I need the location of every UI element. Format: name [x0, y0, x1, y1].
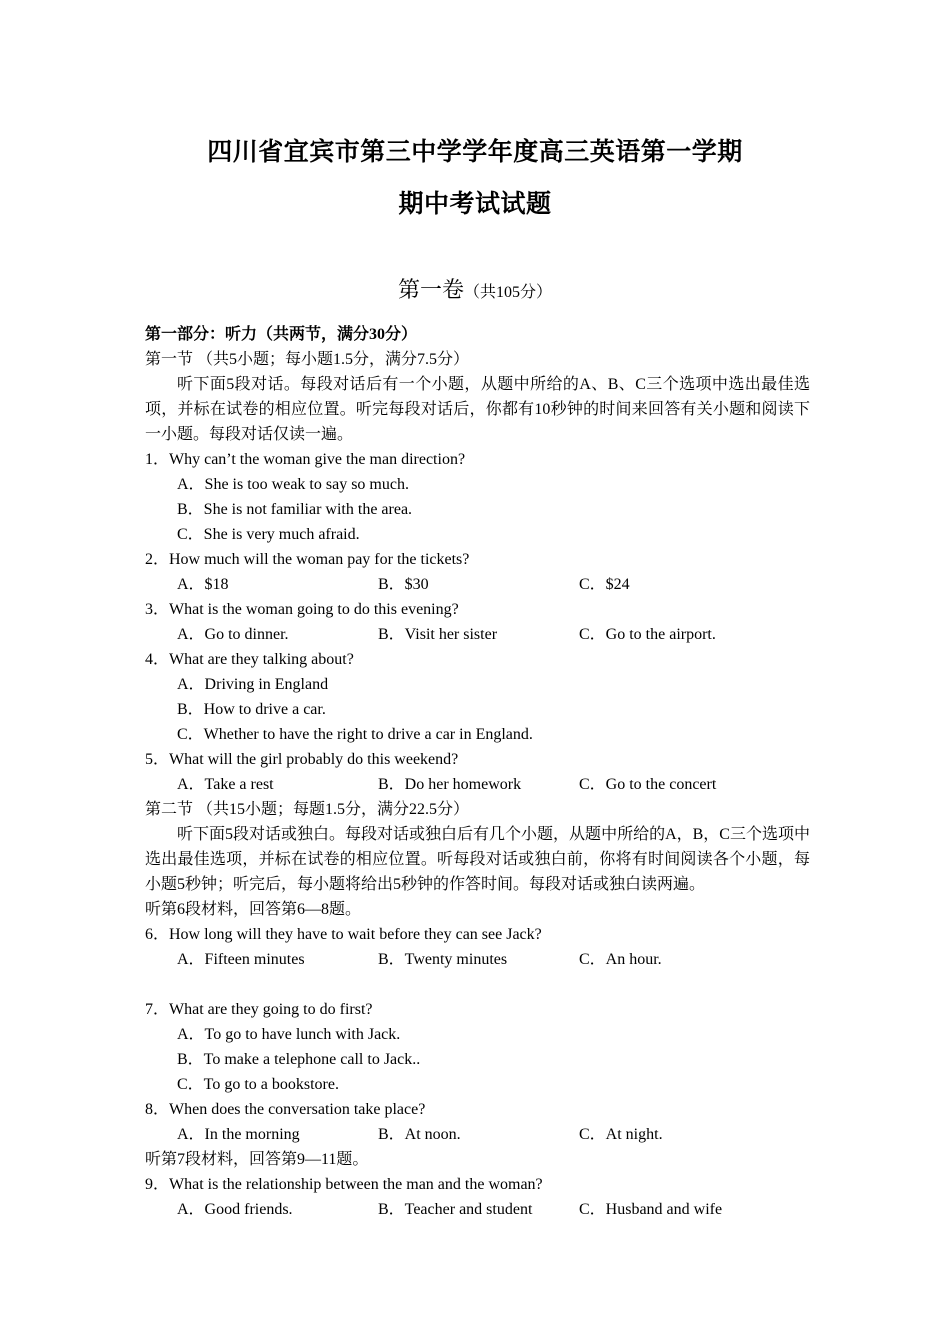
q4-stem: 4．What are they talking about?	[145, 651, 354, 668]
q6-option-c: C．An hour.	[579, 951, 662, 968]
section1-instructions: 听下面5段对话。每段对话后有一个小题，从题中所给的A、B、C三个选项中选出最佳选项，并标在试卷的相应位置。听完每段对话后，你都有10秒钟的时间来回答有关小题和阅读下一小题。每段对话仅读一遍。	[145, 376, 810, 443]
section1-heading: 第一节 （共5小题；每小题1.5分，满分7.5分）	[145, 351, 470, 368]
q2-stem: 2．How much will the woman pay for the tickets?	[145, 551, 470, 568]
q8-options	[145, 1122, 810, 1147]
q7-option-b: B．To make a telephone call to Jack..	[177, 1051, 421, 1068]
volume-heading	[0, 273, 950, 304]
exam-title-line2: 期中考试试题	[398, 191, 552, 218]
q3-options	[145, 622, 810, 647]
q9-option-a: A．Good friends.	[177, 1201, 293, 1218]
material7-note: 听第7段材料，回答第9—11题。	[145, 1151, 369, 1168]
q1-option-b: B．She is not familiar with the area.	[177, 501, 413, 518]
q4-option-b: B．How to drive a car.	[177, 701, 326, 718]
blank-line	[145, 972, 810, 997]
q9-option-c: C．Husband and wife	[579, 1201, 723, 1218]
q3-stem: 3．What is the woman going to do this evening?	[145, 601, 459, 618]
q8-stem: 8．When does the conversation take place?	[145, 1101, 426, 1118]
q2-option-a: A．$18	[177, 576, 229, 593]
q9-stem: 9．What is the relationship between the man and the woman?	[145, 1176, 543, 1193]
q9-options	[145, 1197, 810, 1222]
q8-option-a: A．In the morning	[177, 1126, 300, 1143]
q7-option-c: C．To go to a bookstore.	[177, 1076, 339, 1093]
part1-heading: 第一部分：听力（共两节，满分30分）	[145, 326, 418, 343]
q5-stem: 5．What will the girl probably do this weekend?	[145, 751, 459, 768]
q3-option-a: A．Go to dinner.	[177, 626, 289, 643]
q6-option-a: A．Fifteen minutes	[177, 951, 305, 968]
q6-stem: 6．How long will they have to wait before they can see Jack?	[145, 926, 542, 943]
section2-heading: 第二节 （共15小题；每题1.5分，满分22.5分）	[145, 801, 470, 818]
q2-options	[145, 572, 810, 597]
q8-option-c: C．At night.	[579, 1126, 663, 1143]
volume-points: （共105分）	[464, 284, 553, 301]
q4-option-a: A．Driving in England	[177, 676, 329, 693]
q5-option-c: C．Go to the concert	[579, 776, 717, 793]
q7-option-a: A．To go to have lunch with Jack.	[177, 1026, 401, 1043]
q5-options	[145, 772, 810, 797]
q5-option-b: B．Do her homework	[378, 776, 522, 793]
q7-stem: 7．What are they going to do first?	[145, 1001, 373, 1018]
q9-option-b: B．Teacher and student	[378, 1201, 533, 1218]
q2-option-c: C．$24	[579, 576, 630, 593]
q3-option-c: C．Go to the airport.	[579, 626, 716, 643]
volume-label: 第一卷	[397, 277, 464, 302]
q6-options	[145, 947, 810, 972]
q5-option-a: A．Take a rest	[177, 776, 274, 793]
q1-option-a: A．She is too weak to say so much.	[177, 476, 409, 493]
q8-option-b: B．At noon.	[378, 1126, 461, 1143]
material6-note: 听第6段材料，回答第6—8题。	[145, 901, 362, 918]
exam-content	[145, 322, 810, 1222]
q1-option-c: C．She is very much afraid.	[177, 526, 360, 543]
q6-option-b: B．Twenty minutes	[378, 951, 508, 968]
exam-title-line1: 四川省宜宾市第三中学学年度高三英语第一学期	[207, 139, 743, 166]
q4-option-c: C．Whether to have the right to drive a car in England.	[177, 726, 533, 743]
section2-instructions: 听下面5段对话或独白。每段对话或独白后有几个小题，从题中所给的A，B，C三个选项中选出最佳选项，并标在试卷的相应位置。听每段对话或独白前，你将有时间阅读各个小题，每小题5秒钟；听完后，每小题将给出5秒钟的作答时间。每段对话或独白读两遍。	[145, 826, 810, 893]
q3-option-b: B．Visit her sister	[378, 626, 498, 643]
q1-stem: 1．Why can’t the woman give the man direction?	[145, 451, 466, 468]
q2-option-b: B．$30	[378, 576, 429, 593]
